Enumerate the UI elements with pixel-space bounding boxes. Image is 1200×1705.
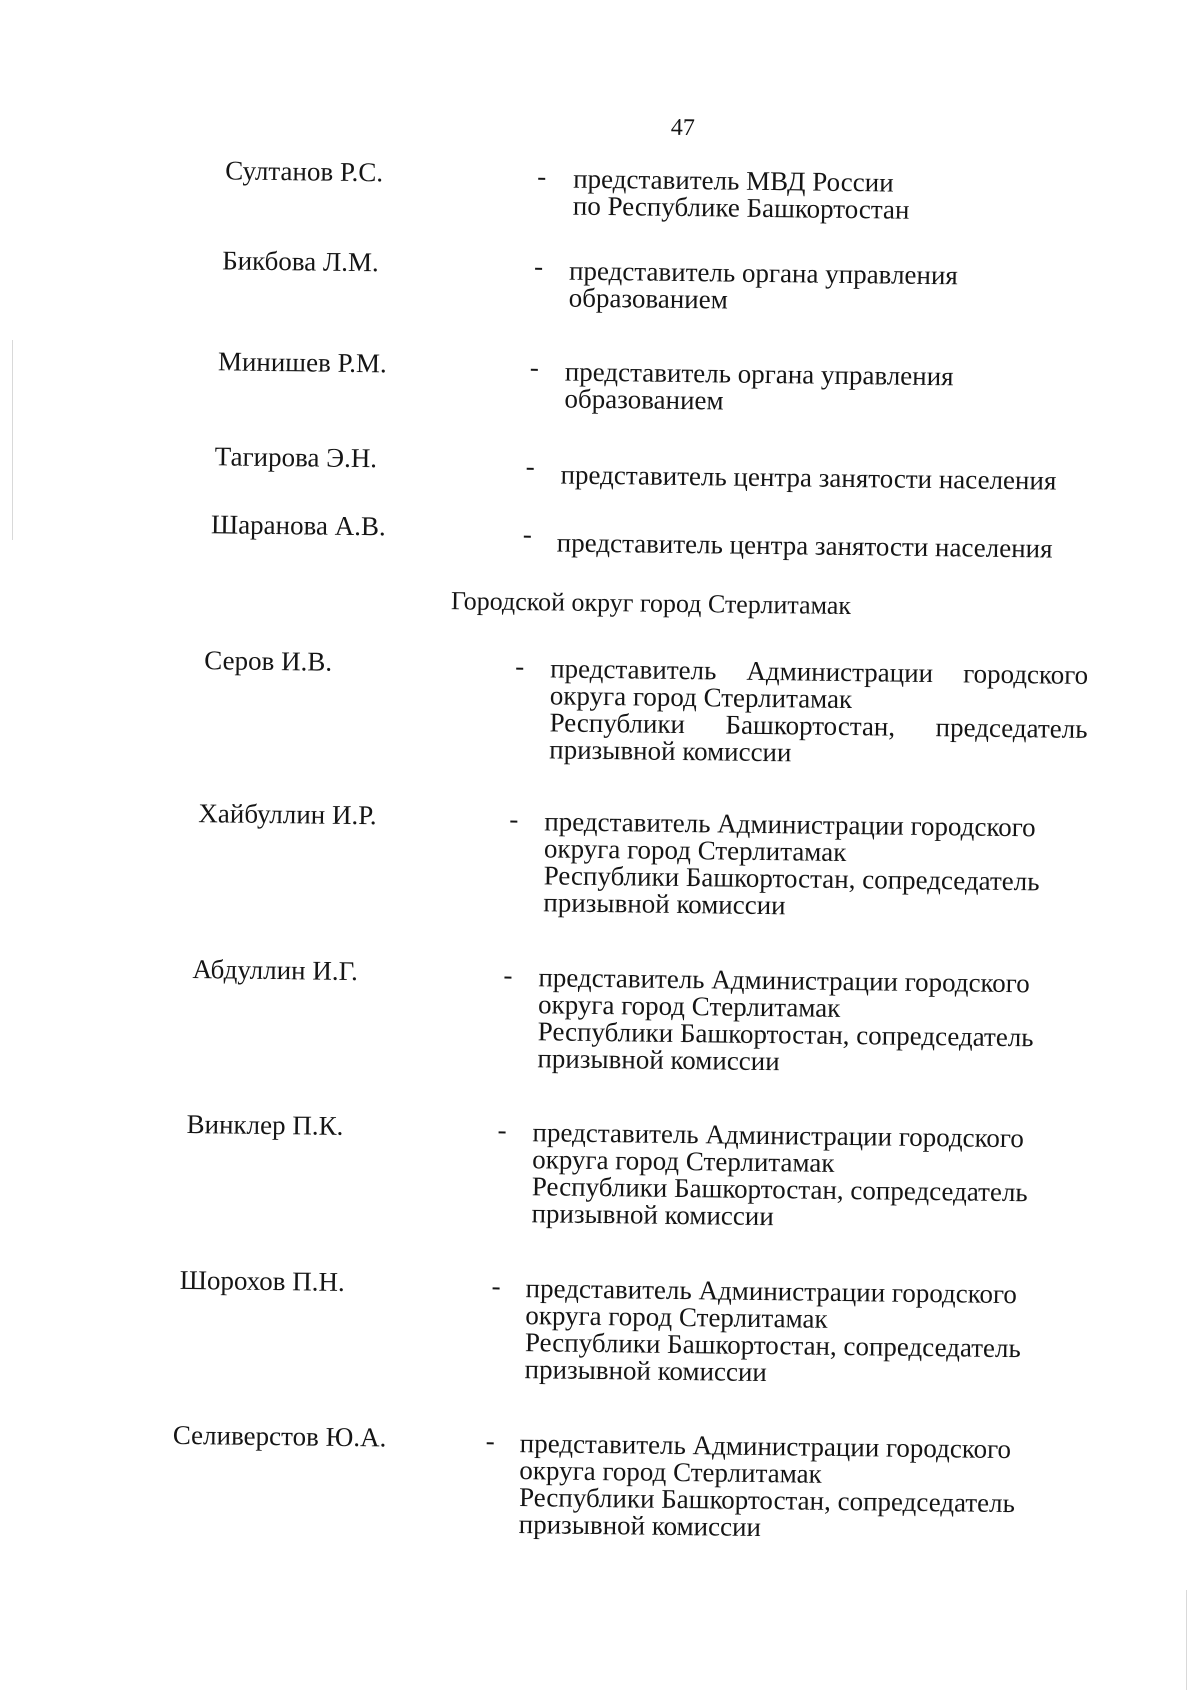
dash-separator: -: [509, 803, 519, 834]
role-line: округа город Стерлитамак: [543, 833, 847, 868]
role-line: призывной комиссии: [543, 887, 786, 921]
dash-separator: -: [529, 352, 540, 383]
role-line: призывной комиссии: [524, 1354, 768, 1388]
member-role: [560, 461, 1056, 494]
role-line: Республики Башкортостан, сопредседатель: [543, 860, 1040, 897]
member-entry: [0, 1107, 1197, 1232]
role-line: представитель Администрации городского: [532, 1117, 1024, 1154]
member-entry: [7, 243, 1200, 315]
role-line: образованием: [564, 383, 724, 416]
role-line: Республики Башкортостан, сопредседатель: [524, 1327, 1022, 1364]
member-entry: [0, 1263, 1195, 1388]
role-line: Республики Башкортостан, сопредседатель: [531, 1171, 1028, 1208]
role-line: по Республике Башкортостан: [572, 190, 910, 225]
member-name: Серов И.В.: [204, 645, 333, 677]
member-role: [557, 529, 1053, 562]
dash-separator: -: [525, 451, 535, 482]
role-line: призывной комиссии: [549, 734, 792, 768]
member-entry: [4, 507, 1200, 564]
member-role: [572, 163, 910, 225]
role-line: Республики Башкортостан, председатель: [549, 707, 1088, 744]
member-name: Шорохов П.Н.: [179, 1264, 345, 1297]
member-role: [519, 1430, 1016, 1544]
dash-separator: -: [491, 1270, 501, 1301]
member-role: [549, 655, 1088, 770]
member-name: Хайбуллин И.Р.: [198, 798, 377, 831]
role-line: представитель центра занятости населения: [560, 459, 1057, 496]
member-role: [564, 356, 954, 418]
member-entry: [1, 796, 1200, 921]
dash-separator: -: [503, 959, 513, 990]
member-name: Тагирова Э.Н.: [214, 441, 378, 474]
role-line: округа город Стерлитамак: [519, 1455, 822, 1489]
member-name: Бикбова Л.М.: [221, 245, 379, 278]
role-line: представитель Администрации городского: [550, 653, 1089, 690]
section-heading: Городской округ город Стерлитамак: [450, 586, 852, 621]
scan-edge-mark: [1186, 1590, 1187, 1690]
member-entry: [0, 952, 1199, 1077]
role-line: округа город Стерлитамак: [549, 680, 853, 715]
member-entry: [6, 344, 1200, 416]
role-line: округа город Стерлитамак: [525, 1300, 828, 1334]
role-line: представитель Администрации городского: [519, 1428, 1012, 1465]
member-entry: [5, 439, 1200, 496]
role-line: представитель Администрации городского: [544, 806, 1036, 843]
member-entry: [0, 1418, 1193, 1543]
role-line: округа город Стерлитамак: [532, 1144, 835, 1178]
dash-separator: -: [522, 519, 533, 550]
member-name: Султанов Р.С.: [225, 155, 384, 188]
role-line: представитель Администрации городского: [538, 962, 1030, 999]
role-line: представитель органа управления: [564, 356, 954, 392]
role-line: округа город Стерлитамак: [537, 989, 841, 1023]
role-line: призывной комиссии: [518, 1509, 762, 1543]
member-role: [531, 1119, 1028, 1233]
member-role: [543, 808, 1040, 922]
role-line: Республики Башкортостан, сопредседатель: [518, 1482, 1016, 1519]
role-line: Республики Башкортостан, сопредседатель: [537, 1016, 1034, 1053]
role-line: призывной комиссии: [537, 1043, 780, 1077]
member-name: Винклер П.К.: [186, 1108, 344, 1141]
member-name: Минишев Р.М.: [217, 346, 387, 379]
dash-separator: -: [537, 161, 547, 192]
member-role: [524, 1275, 1021, 1389]
role-line: представитель МВД России: [573, 163, 894, 198]
member-role: [537, 964, 1034, 1078]
role-line: образованием: [568, 282, 728, 315]
member-role: [568, 255, 959, 317]
role-line: представитель Администрации городского: [525, 1273, 1018, 1310]
dash-separator: -: [515, 650, 525, 682]
member-name: Селиверстов Ю.А.: [172, 1419, 387, 1453]
role-line: представитель центра занятости населения: [556, 527, 1053, 564]
role-line: призывной комиссии: [531, 1198, 774, 1232]
member-entry: [8, 153, 1200, 225]
scan-edge-mark: [12, 340, 13, 540]
dash-separator: -: [485, 1425, 495, 1456]
page-number: 47: [670, 114, 695, 142]
role-line: представитель органа управления: [568, 255, 959, 291]
dash-separator: -: [497, 1114, 507, 1145]
member-name: Абдуллин И.Г.: [192, 954, 359, 987]
member-name: Шаранова А.В.: [210, 509, 386, 542]
dash-separator: -: [533, 251, 544, 282]
member-entry: [2, 643, 1200, 768]
